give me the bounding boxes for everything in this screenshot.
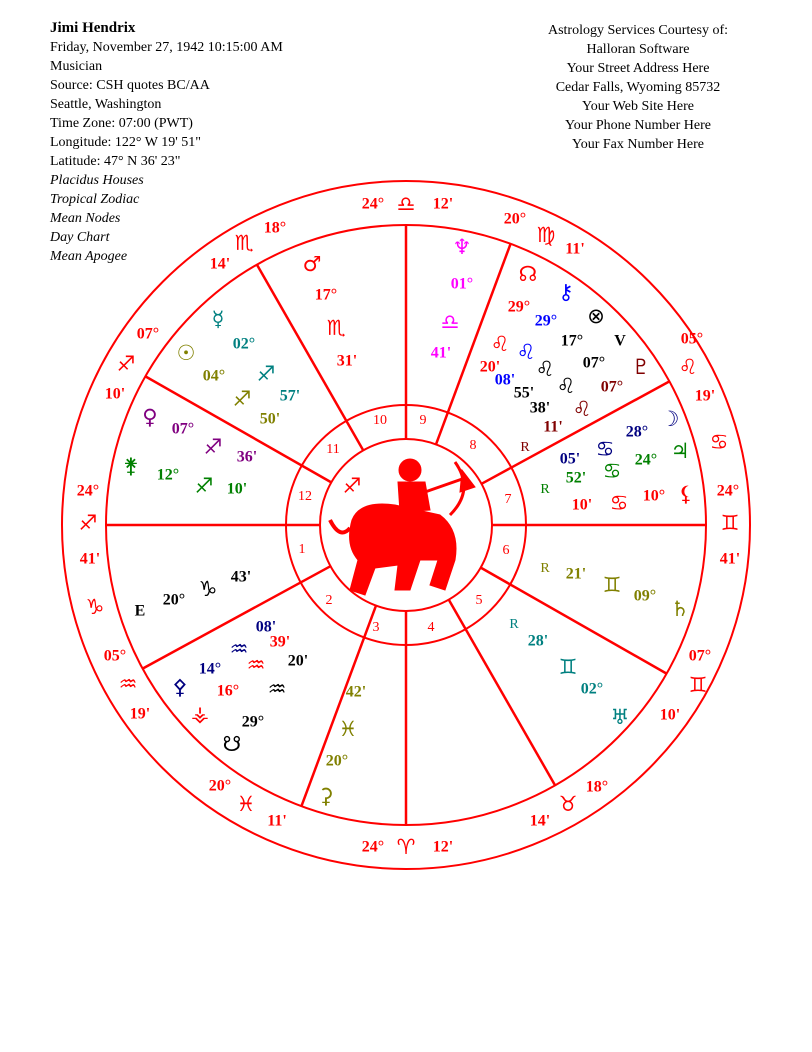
moon-icon: ☽ (660, 407, 680, 431)
cusp-minutes: 10' (659, 706, 681, 724)
uranus-icon: ♅ (610, 705, 630, 729)
jupiter-retrograde: R (540, 482, 550, 498)
cusp-degree: 20° (503, 210, 527, 228)
sun-degree: 04° (202, 367, 226, 385)
company-name: Halloran Software (586, 42, 690, 57)
house-number-1: 1 (298, 542, 306, 558)
zodiac-sign-icon: ♋ (602, 459, 622, 483)
zodiac-sign-icon: ♒ (229, 637, 249, 661)
zodiac-sign-icon: ♏ (234, 231, 254, 255)
juno-degree: 12° (156, 466, 180, 484)
zodiac-sign-icon: ♐ (232, 387, 252, 411)
zodiac-sign-icon: ♌ (490, 332, 510, 356)
time-zone: Time Zone: 07:00 (PWT) (50, 116, 193, 131)
birth-place: Seattle, Washington (50, 97, 162, 112)
east-point-icon: E (134, 602, 146, 620)
chart-type: Day Chart (50, 230, 110, 245)
cusp-minutes: 19' (694, 387, 716, 405)
fax-number: Your Fax Number Here (572, 137, 704, 152)
zodiac-sign-icon: ♌ (572, 397, 592, 421)
mars-icon: ♂ (302, 252, 322, 276)
data-source: Source: CSH quotes BC/AA (50, 78, 210, 93)
south-node-minutes: 20' (287, 652, 309, 670)
cusp-minutes: 12' (432, 195, 454, 213)
node-type: Mean Nodes (50, 211, 121, 226)
moon-degree: 28° (625, 423, 649, 441)
saturn-degree: 09° (633, 587, 657, 605)
saturn-minutes: 21' (565, 565, 587, 583)
zodiac-sign-icon: ♒ (118, 672, 138, 696)
cusp-minutes: 41' (79, 550, 101, 568)
house-number-6: 6 (502, 543, 510, 559)
cusp-minutes: 10' (104, 385, 126, 403)
zodiac-type: Tropical Zodiac (50, 192, 140, 207)
capricorn-icon: ♑ (85, 595, 105, 619)
occupation: Musician (50, 59, 103, 74)
uranus-retrograde: R (509, 617, 519, 633)
pluto-minutes: 11' (543, 418, 563, 436)
apogee-type: Mean Apogee (50, 249, 128, 264)
house-number-3: 3 (372, 620, 380, 636)
cusp-minutes: 11' (565, 240, 585, 258)
pallas-minutes: 08' (255, 618, 277, 636)
vertex-icon: V (614, 332, 626, 350)
zodiac-sign-icon: ♑ (198, 577, 218, 601)
south-node-icon: ☋ (222, 732, 242, 756)
house-number-4: 4 (427, 620, 435, 636)
lilith-minutes: 10' (571, 496, 593, 514)
pallas-degree: 14° (198, 660, 222, 678)
zodiac-sign-icon: ♌ (556, 374, 576, 398)
chiron-minutes: 08' (494, 371, 516, 389)
jupiter-minutes: 52' (565, 469, 587, 487)
mars-degree: 17° (314, 286, 338, 304)
cancer-icon: ♋ (709, 430, 729, 454)
cusp-degree: 24° (361, 838, 385, 856)
cusp-minutes: 11' (267, 812, 287, 830)
pluto-degree: 07° (600, 378, 624, 396)
zodiac-sign-icon: ♉ (558, 792, 578, 816)
vesta-minutes: 39' (269, 633, 291, 651)
zodiac-sign-icon: ♈ (396, 835, 416, 859)
street-address: Your Street Address Here (566, 61, 710, 76)
chiron-degree: 29° (534, 312, 558, 330)
zodiac-sign-icon: ♎ (440, 310, 460, 334)
city-state: Cedar Falls, Wyoming 85732 (555, 80, 721, 95)
zodiac-sign-icon: ♒ (267, 677, 287, 701)
house-system: Placidus Houses (50, 173, 144, 188)
zodiac-sign-icon: ♐ (78, 511, 98, 535)
courtesy-line: Astrology Services Courtesy of: (547, 23, 729, 38)
east-point-degree: 20° (162, 591, 186, 609)
ceres-degree: 20° (325, 752, 349, 770)
cusp-degree: 07° (136, 325, 160, 343)
house-number-8: 8 (469, 438, 477, 454)
zodiac-sign-icon: ♋ (595, 437, 615, 461)
vertex-minutes: 38' (529, 399, 551, 417)
sun-minutes: 50' (259, 410, 281, 428)
cusp-degree: 24° (716, 482, 740, 500)
neptune-icon: ♆ (452, 235, 472, 259)
zodiac-sign-icon: ♏ (326, 316, 346, 340)
cusp-degree: 18° (585, 778, 609, 796)
jupiter-degree: 24° (634, 451, 658, 469)
east-point-minutes: 43' (230, 568, 252, 586)
zodiac-sign-icon: ♊ (688, 673, 708, 697)
zodiac-sign-icon: ♎ (396, 192, 416, 216)
neptune-degree: 01° (450, 275, 474, 293)
sun-icon: ☉ (176, 341, 196, 365)
saturn-icon: ♄ (670, 597, 690, 621)
cusp-minutes: 12' (432, 838, 454, 856)
pallas-icon: ⚴ (172, 675, 188, 699)
person-name: Jimi Hendrix (50, 20, 136, 36)
jupiter-icon: ♃ (670, 439, 690, 463)
lilith-icon: ⚸ (678, 482, 694, 506)
zodiac-sign-icon: ♌ (535, 357, 555, 381)
cusp-minutes: 19' (129, 705, 151, 723)
juno-minutes: 10' (226, 480, 248, 498)
vertex-degree: 07° (582, 354, 606, 372)
north-node-degree: 29° (507, 298, 531, 316)
house-cusp-line-3 (301, 606, 376, 807)
mercury-degree: 02° (232, 335, 256, 353)
vesta-icon: ⚶ (191, 702, 209, 726)
cusp-minutes: 41' (719, 550, 741, 568)
cusp-degree: 05° (680, 330, 704, 348)
ceres-minutes: 42' (345, 683, 367, 701)
mars-minutes: 31' (336, 352, 358, 370)
saturn-retrograde: R (540, 561, 550, 577)
house-number-9: 9 (419, 413, 427, 429)
zodiac-sign-icon: ♌ (516, 340, 536, 364)
zodiac-sign-icon: ♐ (256, 362, 276, 386)
chiron-icon: ⚷ (558, 280, 574, 304)
house-number-11: 11 (326, 442, 340, 458)
zodiac-sign-icon: ♍ (536, 223, 556, 247)
zodiac-sign-icon: ♊ (558, 655, 578, 679)
pluto-retrograde: R (520, 440, 530, 456)
venus-degree: 07° (171, 420, 195, 438)
zodiac-sign-icon: ♐ (194, 474, 214, 498)
north-node-icon: ☊ (518, 262, 538, 286)
cusp-degree: 24° (76, 482, 100, 500)
zodiac-sign-icon: ♊ (720, 511, 740, 535)
zodiac-sign-icon: ♐ (203, 435, 223, 459)
zodiac-sign-icon: ♋ (609, 491, 629, 515)
lilith-degree: 10° (642, 487, 666, 505)
house-number-5: 5 (475, 593, 483, 609)
center-sign-icon: ♐ (342, 474, 362, 498)
neptune-minutes: 41' (430, 344, 452, 362)
cusp-minutes: 14' (209, 255, 231, 273)
mercury-minutes: 57' (279, 387, 301, 405)
uranus-minutes: 28' (527, 632, 549, 650)
zodiac-sign-icon: ♒ (246, 653, 266, 677)
cusp-degree: 18° (263, 219, 287, 237)
house-number-12: 12 (298, 489, 312, 505)
part-of-fortune-icon: ⊗ (587, 304, 605, 328)
cusp-degree: 05° (103, 647, 127, 665)
cusp-degree: 24° (361, 195, 385, 213)
latitude: Latitude: 47° N 36' 23" (50, 154, 181, 169)
ceres-icon: ⚳ (318, 784, 334, 808)
part-of-fortune-degree: 17° (560, 332, 584, 350)
part-of-fortune-minutes: 55' (513, 384, 535, 402)
house-cusp-line-5 (449, 600, 555, 786)
vesta-degree: 16° (216, 682, 240, 700)
birth-datetime: Friday, November 27, 1942 10:15:00 AM (50, 40, 283, 55)
house-number-2: 2 (325, 593, 333, 609)
longitude: Longitude: 122° W 19' 51" (50, 135, 201, 150)
south-node-degree: 29° (241, 713, 265, 731)
pluto-icon: ♇ (631, 355, 651, 379)
zodiac-sign-icon: ♌ (678, 355, 698, 379)
cusp-degree: 20° (208, 777, 232, 795)
house-number-10: 10 (373, 413, 387, 429)
venus-minutes: 36' (236, 448, 258, 466)
web-site: Your Web Site Here (582, 99, 694, 114)
cusp-degree: 07° (688, 647, 712, 665)
zodiac-sign-icon: ♊ (602, 573, 622, 597)
zodiac-sign-icon: ♐ (116, 352, 136, 376)
juno-icon: ⚵ (123, 454, 139, 478)
zodiac-sign-icon: ♓ (338, 717, 358, 741)
mercury-icon: ☿ (211, 307, 225, 331)
venus-icon: ♀ (142, 405, 158, 429)
house-number-7: 7 (504, 492, 512, 508)
uranus-degree: 02° (580, 680, 604, 698)
moon-minutes: 05' (559, 450, 581, 468)
north-node-minutes: 20' (479, 358, 501, 376)
zodiac-sign-icon: ♓ (236, 792, 256, 816)
phone-number: Your Phone Number Here (565, 118, 711, 133)
cusp-minutes: 14' (529, 812, 551, 830)
